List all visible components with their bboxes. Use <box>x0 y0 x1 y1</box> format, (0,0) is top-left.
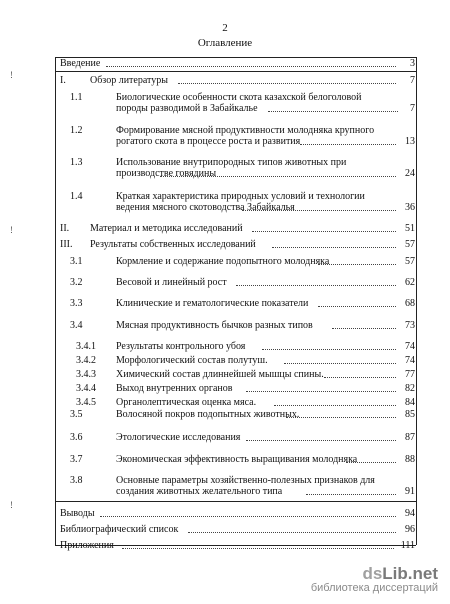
toc-page-number: 57 <box>405 256 415 267</box>
leader-dots <box>122 547 394 549</box>
toc-page-number: 24 <box>405 168 415 179</box>
toc-number: 3.6 <box>70 432 83 443</box>
leader-dots <box>346 461 396 463</box>
toc-number: 3.2 <box>70 277 83 288</box>
toc-number: III. <box>60 239 73 250</box>
leader-dots <box>246 439 396 441</box>
toc-page-number: 36 <box>405 202 415 213</box>
row-rule <box>55 501 416 502</box>
toc-number: II. <box>60 223 70 234</box>
watermark <box>311 564 438 594</box>
toc-number: 3.4.5 <box>76 397 96 408</box>
toc-page-number: 82 <box>405 383 415 394</box>
toc-page-number: 57 <box>405 239 415 250</box>
row-rule <box>55 71 416 72</box>
toc-entry-text[interactable]: Библиографический список <box>60 524 179 535</box>
toc-number: I. <box>60 75 66 86</box>
toc-page-number: 7 <box>410 75 415 86</box>
toc-page-number: 74 <box>405 355 415 366</box>
toc-number: 1.4 <box>70 191 83 202</box>
toc-number: 3.5 <box>70 409 83 420</box>
watermark-logo: dsLib.net <box>362 564 438 583</box>
toc-number: 3.4.2 <box>76 355 96 366</box>
toc-entry-text[interactable]: Экономическая эффективность выращивания молодняка <box>116 454 358 465</box>
leader-dots <box>268 110 398 112</box>
toc-number: 3.8 <box>70 475 83 486</box>
toc-number: 3.4 <box>70 320 83 331</box>
leader-dots <box>300 143 396 145</box>
toc-entry-text[interactable]: Мясная продуктивность бычков разных типов <box>116 320 313 331</box>
toc-entry-text[interactable]: Волосяной покров подопытных животных. <box>116 409 300 420</box>
toc-entry-text[interactable]: Приложения <box>60 540 114 551</box>
leader-dots <box>188 531 396 533</box>
toc-entry-text[interactable]: Клинические и гематологические показатели <box>116 298 309 309</box>
toc-page-number: 62 <box>405 277 415 288</box>
toc-number: 3.7 <box>70 454 83 465</box>
toc-page-number: 94 <box>405 508 415 519</box>
toc-entry-text[interactable]: Формирование мясной продуктивности молодняка крупного рогатого скота в процессе роста и развития <box>116 125 375 147</box>
toc-page-number: 73 <box>405 320 415 331</box>
toc-page-number: 77 <box>405 369 415 380</box>
toc-entry-text[interactable]: Морфологический состав полутуш. <box>116 355 268 366</box>
toc-number: 3.4.1 <box>76 341 96 352</box>
margin-mark: ! <box>10 225 13 235</box>
toc-entry-text[interactable]: Химический состав длиннейшей мышцы спины. <box>116 369 324 380</box>
leader-dots <box>100 515 396 517</box>
toc-entry-text[interactable]: Введение <box>60 58 101 69</box>
leader-dots <box>178 82 396 84</box>
leader-dots <box>252 230 396 232</box>
toc-number: 3.4.4 <box>76 383 96 394</box>
margin-mark: ! <box>10 70 13 80</box>
toc-page-number: 87 <box>405 432 415 443</box>
toc-page-number: 111 <box>400 540 415 551</box>
toc-entry-text[interactable]: Использование внутрипородных типов животных при производстве говядины <box>116 157 347 179</box>
toc-entry-text[interactable]: Этологические исследования <box>116 432 241 443</box>
toc-page-number: 13 <box>405 136 415 147</box>
toc-page-number: 3 <box>410 58 415 69</box>
leader-dots <box>284 362 396 364</box>
leader-dots <box>106 65 396 67</box>
leader-dots <box>332 327 396 329</box>
toc-entry-text[interactable]: Результаты контрольного убоя <box>116 341 246 352</box>
margin-mark: ! <box>10 500 13 510</box>
toc-page-number: 88 <box>405 454 415 465</box>
toc-entry-text[interactable]: Весовой и линейный рост <box>116 277 227 288</box>
leader-dots <box>306 493 396 495</box>
toc-entry-text[interactable]: Результаты собственных исследований <box>90 239 256 250</box>
leader-dots <box>262 348 396 350</box>
page-title: Оглавление <box>197 37 253 49</box>
toc-number: 3.1 <box>70 256 83 267</box>
leader-dots <box>272 246 396 248</box>
toc-entry-text[interactable]: Кормление и содержание подопытного молодняка <box>116 256 330 267</box>
leader-dots <box>318 305 396 307</box>
toc-entry-text[interactable]: Органолептическая оценка мяса. <box>116 397 257 408</box>
toc-number: 1.1 <box>70 92 83 103</box>
toc-number: 3.4.3 <box>76 369 96 380</box>
leader-dots <box>242 209 396 211</box>
leader-dots <box>274 404 396 406</box>
toc-entry-text[interactable]: Биологические особенности скота казахской белоголовой породы разводимой в Забайкалье <box>116 92 362 114</box>
toc-number: 1.3 <box>70 157 83 168</box>
toc-entry-text[interactable]: Обзор литературы <box>90 75 168 86</box>
toc-number: 1.2 <box>70 125 83 136</box>
watermark-subtitle: библиотека диссертаций <box>310 582 438 594</box>
toc-page-number: 68 <box>405 298 415 309</box>
toc-page-number: 96 <box>405 524 415 535</box>
toc-page-number: 84 <box>405 397 415 408</box>
leader-dots <box>286 416 396 418</box>
toc-number: 3.3 <box>70 298 83 309</box>
page-number: 2 <box>222 22 228 34</box>
toc-entry-text[interactable]: Выводы <box>60 508 95 519</box>
toc-page-number: 7 <box>410 103 415 114</box>
toc-page-number: 74 <box>405 341 415 352</box>
toc-entry-text[interactable]: Основные параметры хозяйственно-полезных признаков для создания животных желательного типа <box>116 475 375 497</box>
toc-page-number: 91 <box>405 486 415 497</box>
toc-page-number: 51 <box>405 223 415 234</box>
toc-page-number: 85 <box>405 409 415 420</box>
leader-dots <box>318 263 396 265</box>
leader-dots <box>246 390 396 392</box>
leader-dots <box>236 284 396 286</box>
toc-entry-text[interactable]: Материал и методика исследований <box>90 223 243 234</box>
toc-entry-text[interactable]: Краткая характеристика природных условий и технологии ведения мясного скотоводства Забайкалья <box>116 191 365 213</box>
leader-dots <box>160 175 396 177</box>
toc-entry-text[interactable]: Выход внутренних органов <box>116 383 233 394</box>
leader-dots <box>324 376 396 378</box>
